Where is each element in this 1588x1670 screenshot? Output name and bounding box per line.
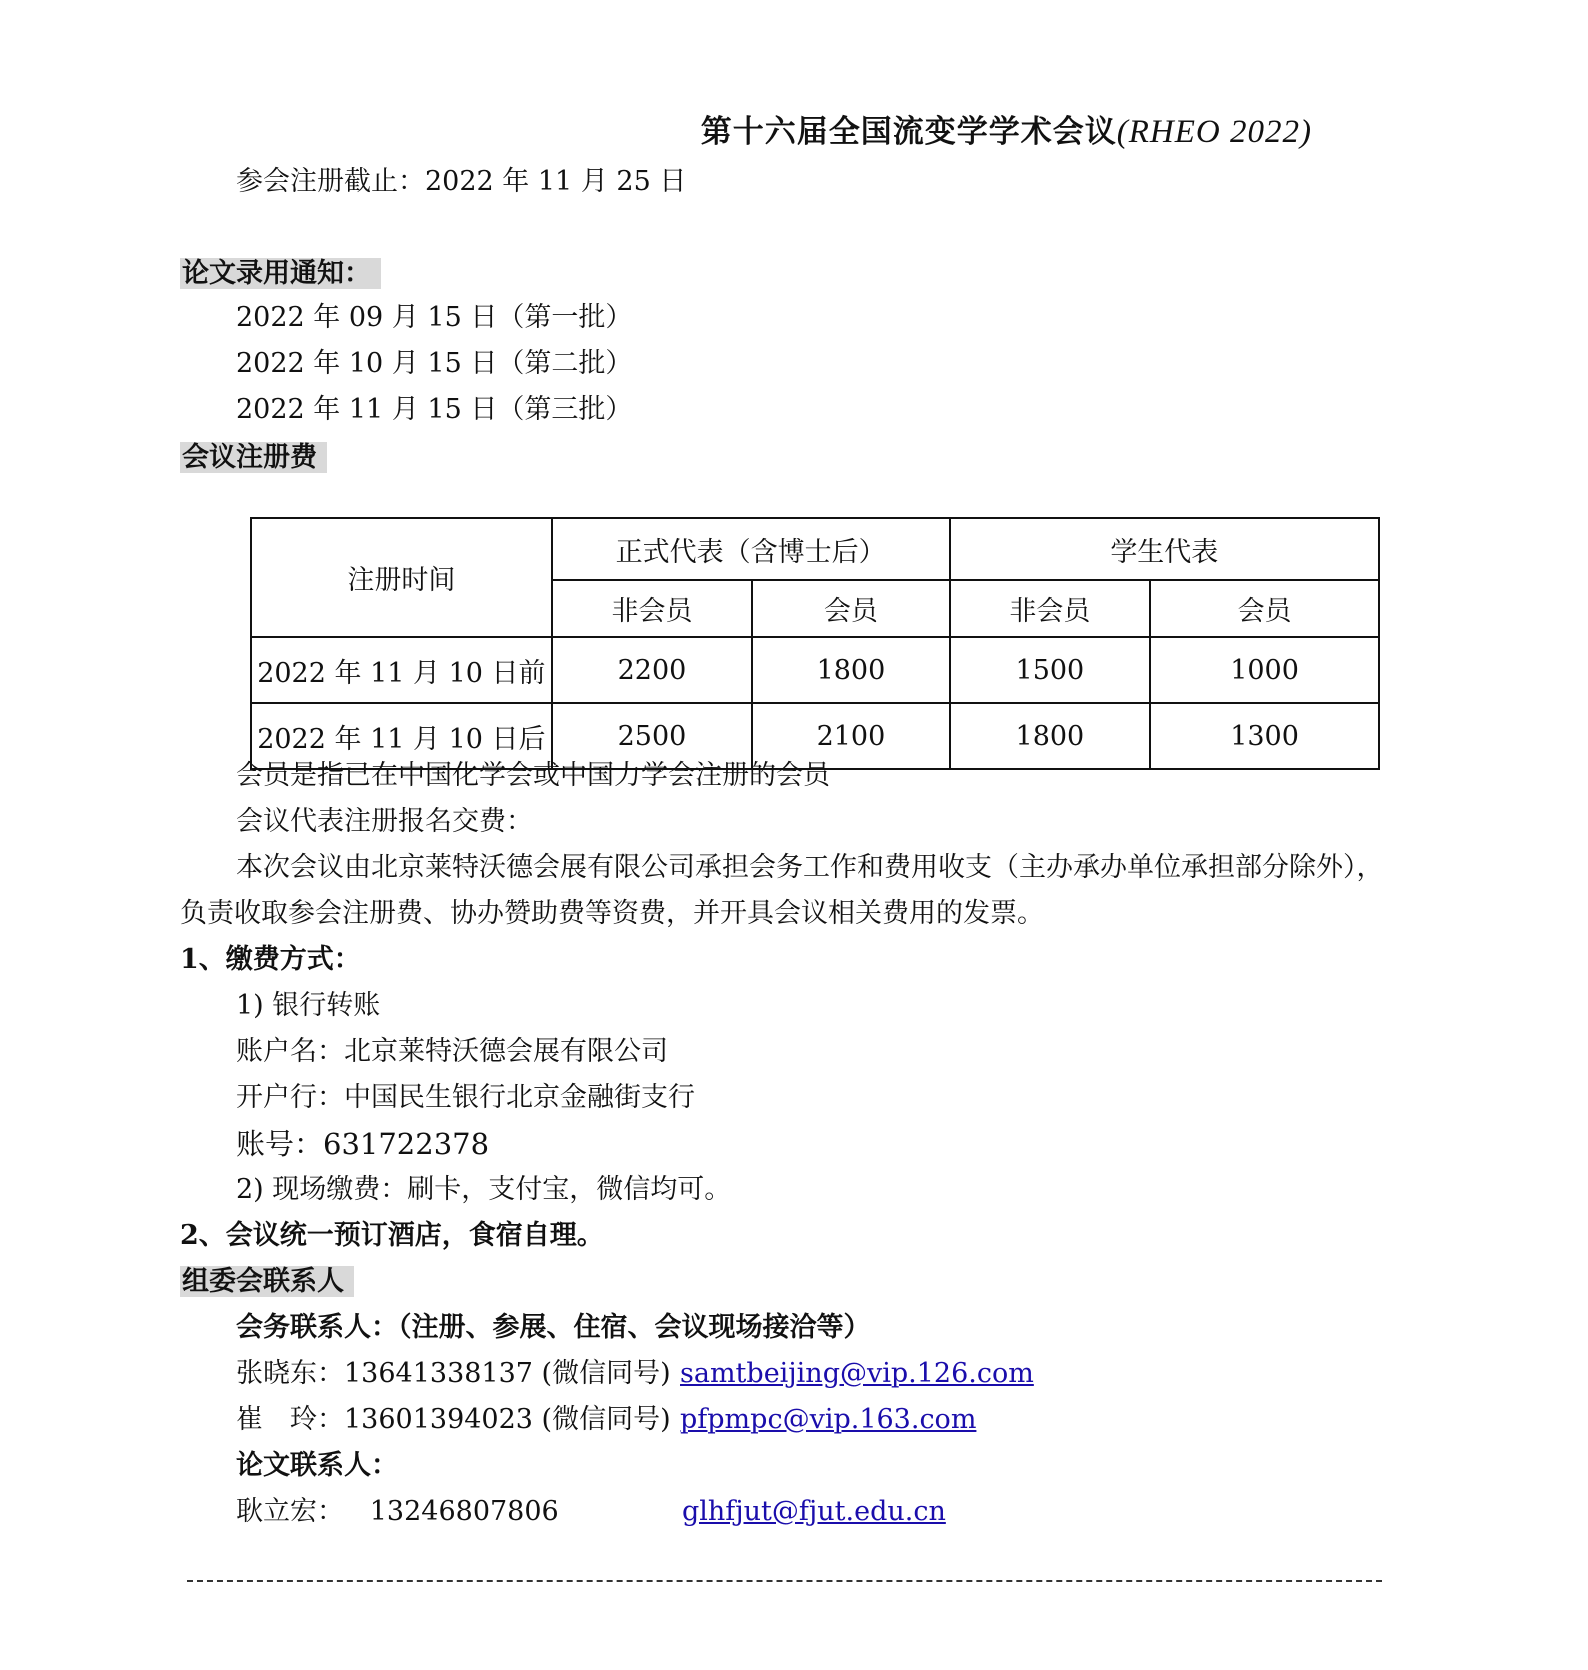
affairs-contact-heading: 会务联系人：（注册、参展、住宿、会议现场接洽等） (236, 1312, 871, 1343)
document-title (701, 110, 1312, 154)
fee-heading (180, 440, 327, 476)
contact-zhang-email-link[interactable]: samtbeijing@vip.126.com (680, 1358, 1034, 1389)
account-name: 账户名：北京莱特沃德会展有限公司 (236, 1036, 668, 1067)
title-chinese: 第十六届全国流变学学术会议 (700, 114, 1117, 150)
cell-student-member: 1000 (1150, 637, 1379, 703)
cell-formal-non-member: 2200 (552, 637, 752, 703)
organizer-paragraph-line1: 本次会议由北京莱特沃德会展有限公司承担会务工作和费用收支（主办承办单位承担部分除外）， (236, 852, 1384, 883)
header-student-member: 会员 (1150, 580, 1379, 637)
payment-intro: 会议代表注册报名交费： (236, 806, 533, 837)
contacts-heading-text: 组委会联系人 (180, 1266, 354, 1297)
fee-heading-text: 会议注册费 (180, 442, 327, 473)
cell-time: 2022 年 11 月 10 日前 (251, 637, 552, 703)
cell-formal-member: 1800 (752, 637, 949, 703)
acceptance-heading (180, 256, 381, 292)
dashed-divider (187, 1580, 1382, 1582)
header-formal-delegate: 正式代表（含博士后） (552, 518, 950, 580)
cell-student-non-member: 1800 (950, 703, 1150, 769)
acceptance-heading-text: 论文录用通知： (180, 258, 381, 289)
account-number: 账号：631722378 (236, 1127, 490, 1161)
registration-deadline: 参会注册截止：2022 年 11 月 25 日 (236, 166, 687, 197)
header-formal-non-member: 非会员 (552, 580, 752, 637)
header-student-non-member: 非会员 (950, 580, 1150, 637)
contacts-heading (180, 1264, 354, 1300)
fee-table (250, 517, 1380, 770)
cell-formal-non-member: 2500 (552, 703, 752, 769)
fee-table-header-row (251, 518, 1379, 580)
contact-geng-label: 耿立宏： 13246807806 (236, 1496, 559, 1527)
header-student-delegate: 学生代表 (950, 518, 1379, 580)
organizer-paragraph-line2: 负责收取参会注册费、协办赞助费等资费，并开具会议相关费用的发票。 (180, 898, 1044, 929)
contact-geng-email-link[interactable]: glhfjut@fjut.edu.cn (682, 1496, 946, 1527)
acceptance-batch-3: 2022 年 11 月 15 日（第三批） (236, 394, 633, 425)
contact-cui-label: 崔 玲：13601394023 (微信同号) (236, 1404, 671, 1435)
cell-time: 2022 年 11 月 10 日后 (251, 703, 552, 769)
header-registration-time: 注册时间 (251, 518, 552, 637)
onsite-payment: 2) 现场缴费：刷卡，支付宝，微信均可。 (236, 1174, 732, 1205)
member-note: 会员是指已在中国化学会或中国力学会注册的会员 (236, 760, 830, 791)
payment-heading: 1、缴费方式： (180, 944, 361, 975)
cell-student-non-member: 1500 (950, 637, 1150, 703)
contact-zhang-label: 张晓东：13641338137 (微信同号) (236, 1358, 671, 1389)
contact-cui-email-link[interactable]: pfpmpc@vip.163.com (680, 1404, 977, 1435)
paper-contact-heading: 论文联系人： (236, 1450, 398, 1481)
bank-transfer-title: 1) 银行转账 (236, 990, 381, 1021)
cell-student-member: 1300 (1150, 703, 1379, 769)
hotel-note: 2、会议统一预订酒店，食宿自理。 (180, 1220, 604, 1251)
cell-formal-member: 2100 (752, 703, 949, 769)
header-formal-member: 会员 (752, 580, 949, 637)
acceptance-batch-1: 2022 年 09 月 15 日（第一批） (236, 302, 633, 333)
title-english: (RHEO 2022) (1116, 114, 1312, 150)
acceptance-batch-2: 2022 年 10 月 15 日（第二批） (236, 348, 633, 379)
bank-branch: 开户行：中国民生银行北京金融街支行 (236, 1082, 695, 1113)
table-row (251, 637, 1379, 703)
